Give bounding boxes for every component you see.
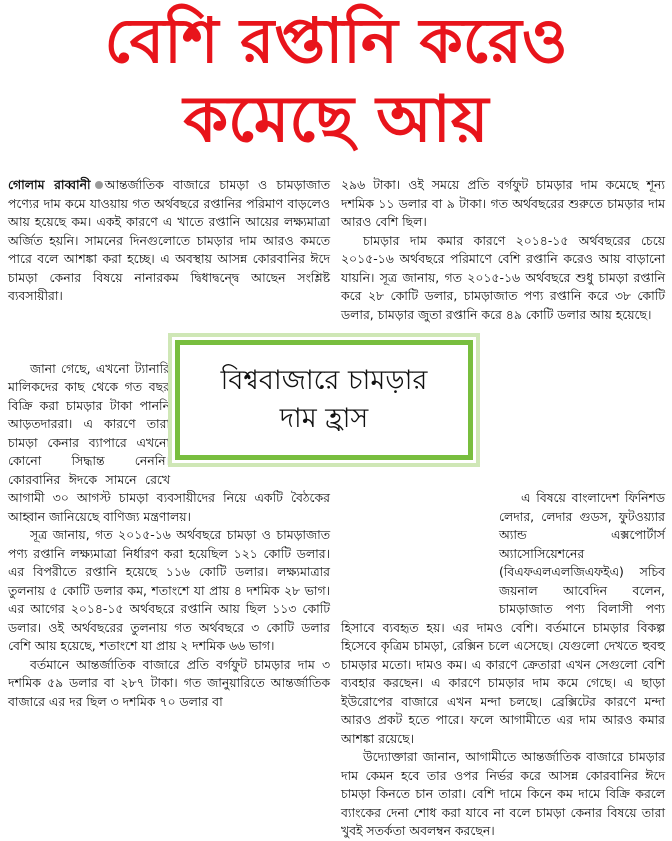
paragraph: উদ্যোক্তারা জানান, আগামীতে আন্তর্জাতিক বাজারে চামড়ার দাম কেমন হবে তার ওপর নির্ভর করে আসন্ন কোরবানির ঈদে চামড়া কিনতে চান তারা। বেশি দামে কিনে কম দামে বিক্রি করলে ব্যাংকের দেনা শোধ করা যাবে না বলে চামড়া কেনার বিষয়ে তারা খুবই সতর্কতা অবলম্বন করছেন। xyxy=(341,749,665,838)
pullquote-wrap-space xyxy=(341,489,499,611)
paragraph: বর্তমানে আন্তর্জাতিক বাজারে প্রতি বর্গফুট চামড়ার দাম ৩ দশমিক ৫৯ ডলার বা ২৮৭ টাকা। গত জানুয়ারিতে আন্তর্জাতিক বাজারে এর দর ছিল ৩ দশমিক ৭০ ডলার বা xyxy=(8,656,330,709)
paragraph-text: আন্তর্জাতিক বাজারে চামড়া ও চামড়াজাত পণ্যের দাম কমে যাওয়ায় গত অর্থবছরে রপ্তানির পরিমাণ বাড়লেও আয় হয়েছে কম। একই কারণে এ খাতে রপ্তানি আয়ের লক্ষ্যমাত্রা অর্জিত হয়নি। সামনের দিনগুলোতে চামড়ার দাম আরও কমতে পারে বলে আশঙ্কা করা হচ্ছে। এ অবস্থায় আসন্ন কোরবানির ঈদে চামড়া কেনার বিষয়ে নানারকম দ্বিধাদ্বন্দ্বে আছেন সংশ্লিষ্ট ব্যবসায়ীরা। xyxy=(8,177,330,303)
headline-line-2: কমেছে আয় xyxy=(183,83,489,157)
paragraph: এ বিষয়ে বাংলাদেশ ফিনিশড লেদার, লেদার গুডস, ফুটওয়্যার অ্যান্ড এক্সপোর্টার্স অ্যাসোসিয়েশনের (বিএফএলএলজিএফইএ) সচিব জয়নাল আবেদিন বলেন, চামড়াজাত পণ্য বিলাসী পণ্য হিসাবে ব্যবহৃত হয়। এর দামও বেশি। বর্তমানে চামড়ার বিকল্প হিসেবে কৃত্রিম চামড়া, রেক্সিন চলে এসেছে। যেগুলো দেখতে হুবহু চামড়ার মতো। দামও কম। এ কারণে ক্রেতারা এখন সেগুলো বেশি ব্যবহার করছেন। এ কারণে চামড়ার দাম কমে গেছে। এ ছাড়া ইউরোপের বাজারে এখন মন্দা চলছে। ব্রেক্সিটের কারণে মন্দা আরও প্রকট হতে পারে। ফলে আগামীতে এর দাম আরও কমার আশঙ্কা রয়েছে। xyxy=(341,490,665,746)
byline: গোলাম রাব্বানী xyxy=(8,177,91,192)
pullquote-box xyxy=(175,340,473,460)
headline-line-1: বেশি রপ্তানি করেও xyxy=(104,4,568,77)
paragraph: সূত্র জানায়, গত ২০১৫-১৬ অর্থবছরে চামড়া ও চামড়াজাত পণ্য রপ্তানি লক্ষ্যমাত্রা নির্ধারণ করা হয়েছিল ১২১ কোটি ডলার। এর বিপরীতে রপ্তানি হয়েছে ১১৬ কোটি ডলার। লক্ষ্যমাত্রার তুলনায় ৫ কোটি ডলার কম, শতাংশে যা প্রায় ৪ দশমিক ২৮ ভাগ। এর আগের ২০১৪-১৫ অর্থবছরে রপ্তানি আয় ছিল ১১৩ কোটি ডলার। ওই অর্থবছরের তুলনায় গত অর্থবছরে ৩ কোটি ডলার বেশি আয় হয়েছে, শতাংশে যা প্রায় ২ দশমিক ৬৬ ভাগ। xyxy=(8,527,330,653)
pullquote-line-2: দাম হ্রাস xyxy=(279,403,369,434)
lead-paragraph xyxy=(8,176,330,306)
paragraph: ২৯৬ টাকা। ওই সময়ে প্রতি বর্গফুট চামড়ার দাম কমেছে শূন্য দশমিক ১১ ডলার বা ৯ টাকা। গত অর্থবছরের শুরুতে চামড়ার দাম আরও বেশি ছিল। xyxy=(341,177,665,229)
paragraph: চামড়ার দাম কমার কারণে ২০১৪-১৫ অর্থবছরের চেয়ে ২০১৫-১৬ অর্থবছরে পরিমাণে বেশি রপ্তানি করেও আয় বাড়ানো যায়নি। সূত্র জানায়, গত ২০১৫-১৬ অর্থবছরে শুধু চামড়া রপ্তানি করে ২৮ কোটি ডলার, চামড়াজাত পণ্য রপ্তানি করে ৩৮ কোটি ডলার, চামড়ার জুতা রপ্তানি করে ৪৯ কোটি ডলার আয় হয়েছে। xyxy=(341,232,665,322)
pullquote-line-1: বিশ্ববাজারে চামড়ার xyxy=(220,365,428,396)
paragraph: জানা গেছে, এখনো ট্যানারি মালিকদের কাছ থেকে গত বছর বিক্রি করা চামড়ার টাকা পাননি আড়তদাররা। এ কারণে তারা চামড়া কেনার ব্যাপারে এখনো কোনো সিদ্ধান্ত নেননি। কোরবানির ঈদকে সামনে রেখে আগামী ৩০ আগস্ট চামড়া ব্যবসায়ীদের নিয়ে একটি বৈঠকের আহ্বান জানিয়েছে বাণিজ্য মন্ত্রণালয়। xyxy=(8,360,330,524)
byline-dot-icon xyxy=(95,181,103,189)
